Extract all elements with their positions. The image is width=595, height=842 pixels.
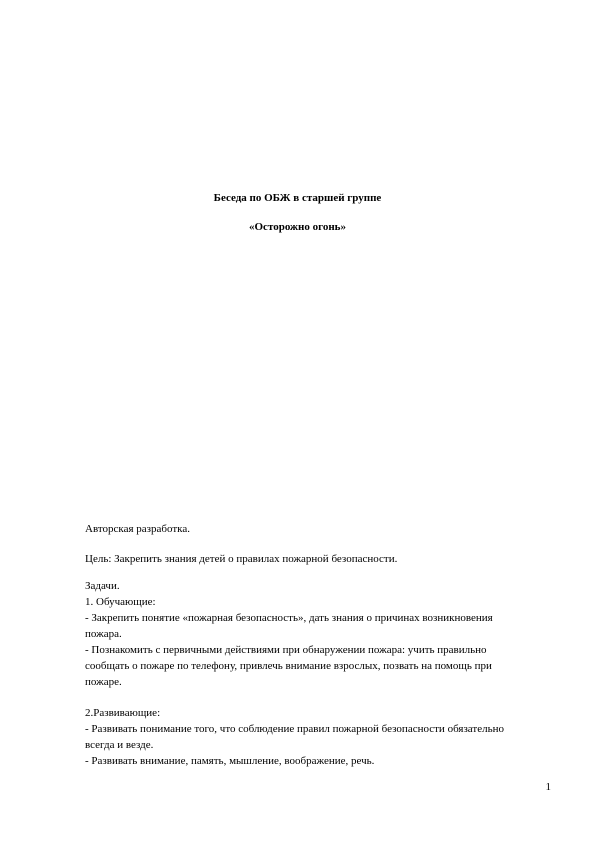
document-title: Беседа по ОБЖ в старшей группе xyxy=(213,192,382,204)
section1-line: пожара. xyxy=(85,628,122,640)
section1-line: - Познакомить с первичными действиями при обнаружении пожара: учить правильно xyxy=(85,644,487,656)
page-number: 1 xyxy=(545,781,551,793)
goal-block xyxy=(85,551,545,567)
author-note: Авторская разработка. xyxy=(85,523,190,535)
goal-text: Цель: Закрепить знания детей о правилах пожарной безопасности. xyxy=(85,553,398,565)
section1-heading: 1. Обучающие: xyxy=(85,596,156,608)
section1-line: пожаре. xyxy=(85,676,122,688)
section2-line: - Развивать понимание того, что соблюдение правил пожарной безопасности обязательно xyxy=(85,723,504,735)
section2-block xyxy=(85,705,545,769)
tasks-heading: Задачи. xyxy=(85,580,120,592)
section2-line: всегда и везде. xyxy=(85,739,154,751)
section1-line: - Закрепить понятие «пожарная безопасность», дать знания о причинах возникновения xyxy=(85,612,493,624)
section2-line: - Развивать внимание, память, мышление, воображение, речь. xyxy=(85,755,375,767)
tasks-block xyxy=(85,578,545,690)
section1-line: сообщать о пожаре по телефону, привлечь внимание взрослых, позвать на помощь при xyxy=(85,660,492,672)
document-subtitle: «Осторожно огонь» xyxy=(249,221,346,233)
author-note-block xyxy=(85,521,545,537)
section2-heading: 2.Развивающие: xyxy=(85,707,161,719)
